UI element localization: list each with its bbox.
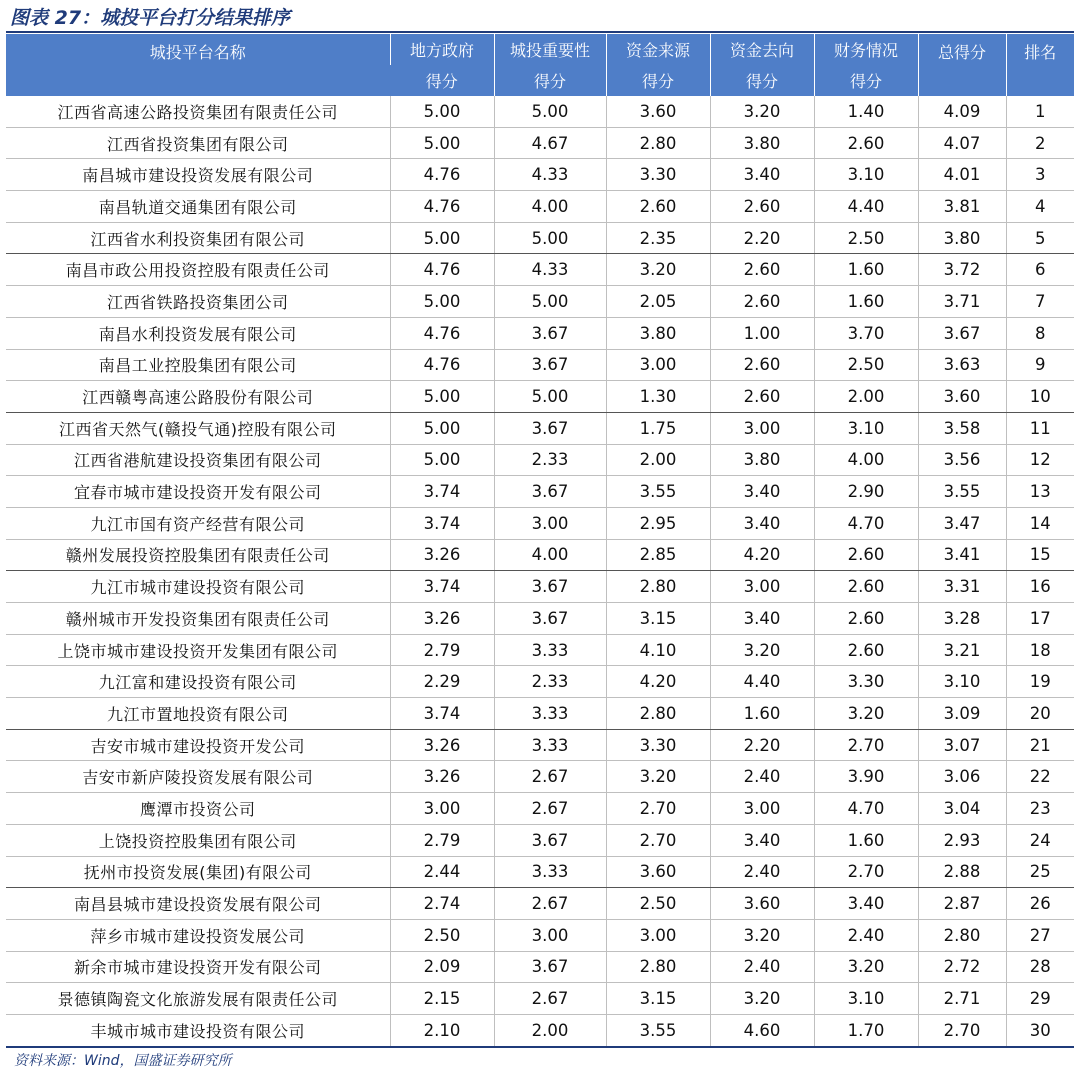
cell-total-score: 3.72: [918, 254, 1006, 286]
cell-fund-use-score: 2.60: [710, 191, 814, 223]
cell-name: 宜春市城市建设投资开发有限公司: [6, 476, 390, 508]
cell-rank: 21: [1006, 729, 1074, 761]
table-row: [6, 603, 1074, 635]
table-row: [6, 793, 1074, 825]
cell-fund-source-score: 1.30: [606, 381, 710, 413]
ranking-table: [6, 34, 1074, 1048]
cell-total-score: 2.71: [918, 983, 1006, 1015]
table-body: [6, 96, 1074, 1047]
cell-fund-source-score: 2.80: [606, 571, 710, 603]
cell-fund-use-score: 3.40: [710, 824, 814, 856]
cell-importance-score: 3.67: [494, 824, 606, 856]
cell-name: 吉安市新庐陵投资发展有限公司: [6, 761, 390, 793]
cell-importance-score: 3.67: [494, 571, 606, 603]
cell-name: 吉安市城市建设投资开发公司: [6, 729, 390, 761]
cell-rank: 25: [1006, 856, 1074, 888]
cell-name: 江西省水利投资集团有限公司: [6, 222, 390, 254]
cell-importance-score: 2.33: [494, 444, 606, 476]
cell-gov-score: 5.00: [390, 412, 494, 444]
cell-fund-source-score: 3.55: [606, 476, 710, 508]
cell-financial-score: 3.20: [814, 698, 918, 730]
table-row: [6, 286, 1074, 318]
cell-gov-score: 2.44: [390, 856, 494, 888]
header-row-1: [6, 34, 1074, 65]
cell-fund-use-score: 3.40: [710, 476, 814, 508]
cell-total-score: 3.10: [918, 666, 1006, 698]
cell-fund-use-score: 4.60: [710, 1014, 814, 1046]
cell-total-score: 3.04: [918, 793, 1006, 825]
header-name[interactable]: 城投平台名称: [6, 34, 390, 96]
table-row: [6, 191, 1074, 223]
table-row: [6, 571, 1074, 603]
cell-fund-source-score: 3.00: [606, 919, 710, 951]
table-row: [6, 666, 1074, 698]
header-total[interactable]: 总得分: [918, 34, 1006, 96]
cell-rank: 6: [1006, 254, 1074, 286]
cell-financial-score: 3.40: [814, 888, 918, 920]
cell-financial-score: 1.60: [814, 286, 918, 318]
cell-name: 九江市城市建设投资有限公司: [6, 571, 390, 603]
cell-importance-score: 2.33: [494, 666, 606, 698]
cell-importance-score: 2.67: [494, 793, 606, 825]
cell-fund-use-score: 3.00: [710, 571, 814, 603]
cell-financial-score: 2.60: [814, 603, 918, 635]
cell-fund-source-score: 3.00: [606, 349, 710, 381]
cell-gov-score: 5.00: [390, 222, 494, 254]
cell-importance-score: 2.00: [494, 1014, 606, 1046]
cell-importance-score: 3.67: [494, 349, 606, 381]
cell-rank: 19: [1006, 666, 1074, 698]
cell-rank: 29: [1006, 983, 1074, 1015]
cell-fund-source-score: 3.30: [606, 729, 710, 761]
cell-financial-score: 2.70: [814, 856, 918, 888]
cell-rank: 9: [1006, 349, 1074, 381]
cell-fund-source-score: 2.60: [606, 191, 710, 223]
cell-name: 江西省港航建设投资集团有限公司: [6, 444, 390, 476]
cell-gov-score: 3.74: [390, 476, 494, 508]
cell-rank: 30: [1006, 1014, 1074, 1046]
table-header: [6, 34, 1074, 96]
cell-gov-score: 4.76: [390, 191, 494, 223]
cell-rank: 17: [1006, 603, 1074, 635]
cell-financial-score: 4.40: [814, 191, 918, 223]
header-fund-source-line2: 得分: [606, 65, 710, 96]
cell-importance-score: 5.00: [494, 96, 606, 127]
header-fund-use-line2: 得分: [710, 65, 814, 96]
table-row: [6, 96, 1074, 127]
cell-importance-score: 4.33: [494, 159, 606, 191]
cell-total-score: 2.88: [918, 856, 1006, 888]
cell-name: 抚州市投资发展(集团)有限公司: [6, 856, 390, 888]
cell-total-score: 3.31: [918, 571, 1006, 603]
cell-importance-score: 3.00: [494, 507, 606, 539]
table-row: [6, 951, 1074, 983]
cell-rank: 22: [1006, 761, 1074, 793]
header-importance-line1[interactable]: 城投重要性: [494, 34, 606, 65]
cell-financial-score: 3.10: [814, 159, 918, 191]
cell-importance-score: 3.33: [494, 856, 606, 888]
header-fund-use-line1[interactable]: 资金去向: [710, 34, 814, 65]
cell-gov-score: 2.74: [390, 888, 494, 920]
cell-fund-source-score: 3.15: [606, 603, 710, 635]
cell-rank: 27: [1006, 919, 1074, 951]
cell-financial-score: 2.70: [814, 729, 918, 761]
cell-rank: 8: [1006, 317, 1074, 349]
cell-fund-use-score: 3.20: [710, 96, 814, 127]
table-row: [6, 317, 1074, 349]
cell-financial-score: 2.50: [814, 222, 918, 254]
cell-fund-source-score: 2.95: [606, 507, 710, 539]
cell-gov-score: 3.26: [390, 761, 494, 793]
table-row: [6, 159, 1074, 191]
table-row: [6, 824, 1074, 856]
cell-fund-source-score: 3.15: [606, 983, 710, 1015]
table-row: [6, 444, 1074, 476]
cell-rank: 10: [1006, 381, 1074, 413]
cell-fund-use-score: 2.40: [710, 856, 814, 888]
cell-importance-score: 3.33: [494, 634, 606, 666]
cell-fund-use-score: 1.00: [710, 317, 814, 349]
table-row: [6, 698, 1074, 730]
cell-total-score: 3.06: [918, 761, 1006, 793]
cell-financial-score: 3.10: [814, 412, 918, 444]
cell-rank: 12: [1006, 444, 1074, 476]
table-row: [6, 761, 1074, 793]
cell-name: 丰城市城市建设投资有限公司: [6, 1014, 390, 1046]
cell-gov-score: 4.76: [390, 317, 494, 349]
cell-financial-score: 2.50: [814, 349, 918, 381]
cell-rank: 3: [1006, 159, 1074, 191]
cell-total-score: 2.70: [918, 1014, 1006, 1046]
cell-rank: 18: [1006, 634, 1074, 666]
cell-name: 九江市置地投资有限公司: [6, 698, 390, 730]
cell-rank: 15: [1006, 539, 1074, 571]
cell-financial-score: 4.00: [814, 444, 918, 476]
cell-gov-score: 5.00: [390, 381, 494, 413]
cell-importance-score: 5.00: [494, 222, 606, 254]
cell-total-score: 3.47: [918, 507, 1006, 539]
cell-gov-score: 2.10: [390, 1014, 494, 1046]
cell-financial-score: 2.90: [814, 476, 918, 508]
cell-fund-use-score: 2.20: [710, 729, 814, 761]
cell-financial-score: 3.20: [814, 951, 918, 983]
cell-name: 赣州发展投资控股集团有限责任公司: [6, 539, 390, 571]
cell-importance-score: 3.33: [494, 698, 606, 730]
cell-importance-score: 4.33: [494, 254, 606, 286]
cell-name: 上饶投资控股集团有限公司: [6, 824, 390, 856]
cell-name: 江西省天然气(赣投气通)控股有限公司: [6, 412, 390, 444]
cell-total-score: 2.87: [918, 888, 1006, 920]
cell-fund-use-score: 3.80: [710, 444, 814, 476]
table-row: [6, 919, 1074, 951]
cell-rank: 28: [1006, 951, 1074, 983]
cell-fund-source-score: 3.20: [606, 254, 710, 286]
cell-importance-score: 3.33: [494, 729, 606, 761]
cell-fund-use-score: 3.60: [710, 888, 814, 920]
cell-financial-score: 3.30: [814, 666, 918, 698]
cell-importance-score: 3.00: [494, 919, 606, 951]
cell-financial-score: 1.70: [814, 1014, 918, 1046]
cell-fund-use-score: 2.60: [710, 254, 814, 286]
cell-fund-source-score: 2.80: [606, 951, 710, 983]
cell-fund-source-score: 4.20: [606, 666, 710, 698]
cell-rank: 5: [1006, 222, 1074, 254]
cell-financial-score: 1.60: [814, 824, 918, 856]
cell-fund-source-score: 2.70: [606, 824, 710, 856]
cell-fund-source-score: 2.35: [606, 222, 710, 254]
table-row: [6, 539, 1074, 571]
cell-importance-score: 3.67: [494, 951, 606, 983]
cell-name: 九江富和建设投资有限公司: [6, 666, 390, 698]
cell-fund-use-score: 3.40: [710, 159, 814, 191]
cell-fund-use-score: 2.20: [710, 222, 814, 254]
cell-financial-score: 2.40: [814, 919, 918, 951]
cell-total-score: 3.41: [918, 539, 1006, 571]
cell-name: 南昌县城市建设投资发展有限公司: [6, 888, 390, 920]
cell-total-score: 4.09: [918, 96, 1006, 127]
cell-fund-source-score: 3.80: [606, 317, 710, 349]
table-row: [6, 412, 1074, 444]
cell-financial-score: 3.90: [814, 761, 918, 793]
cell-total-score: 3.81: [918, 191, 1006, 223]
cell-gov-score: 2.79: [390, 824, 494, 856]
cell-fund-source-score: 3.20: [606, 761, 710, 793]
cell-rank: 11: [1006, 412, 1074, 444]
cell-rank: 23: [1006, 793, 1074, 825]
cell-rank: 2: [1006, 127, 1074, 159]
cell-fund-source-score: 3.30: [606, 159, 710, 191]
header-financial-line2: 得分: [814, 65, 918, 96]
cell-gov-score: 3.26: [390, 729, 494, 761]
cell-gov-score: 4.76: [390, 159, 494, 191]
cell-fund-use-score: 3.20: [710, 634, 814, 666]
cell-importance-score: 5.00: [494, 381, 606, 413]
cell-fund-use-score: 2.60: [710, 286, 814, 318]
header-fund-source-line1[interactable]: 资金来源: [606, 34, 710, 65]
cell-name: 江西省铁路投资集团公司: [6, 286, 390, 318]
cell-financial-score: 2.00: [814, 381, 918, 413]
cell-fund-source-score: 2.00: [606, 444, 710, 476]
cell-total-score: 2.93: [918, 824, 1006, 856]
cell-name: 新余市城市建设投资开发有限公司: [6, 951, 390, 983]
cell-importance-score: 2.67: [494, 983, 606, 1015]
cell-fund-source-score: 2.80: [606, 127, 710, 159]
cell-total-score: 3.71: [918, 286, 1006, 318]
cell-fund-use-score: 3.80: [710, 127, 814, 159]
cell-total-score: 3.55: [918, 476, 1006, 508]
cell-total-score: 3.80: [918, 222, 1006, 254]
cell-financial-score: 1.40: [814, 96, 918, 127]
cell-financial-score: 4.70: [814, 793, 918, 825]
header-gov-line2: 得分: [390, 65, 494, 96]
cell-gov-score: 3.74: [390, 507, 494, 539]
cell-financial-score: 2.60: [814, 571, 918, 603]
cell-gov-score: 3.00: [390, 793, 494, 825]
header-financial-line1[interactable]: 财务情况: [814, 34, 918, 65]
cell-fund-source-score: 3.60: [606, 856, 710, 888]
cell-total-score: 3.28: [918, 603, 1006, 635]
table-row: [6, 983, 1074, 1015]
cell-gov-score: 3.26: [390, 603, 494, 635]
cell-fund-use-score: 2.40: [710, 761, 814, 793]
figure-caption: 图表 27：城投平台打分结果排序: [10, 7, 291, 29]
cell-fund-use-score: 3.20: [710, 919, 814, 951]
table-row: [6, 729, 1074, 761]
cell-name: 上饶市城市建设投资开发集团有限公司: [6, 634, 390, 666]
cell-fund-use-score: 4.40: [710, 666, 814, 698]
cell-importance-score: 2.67: [494, 761, 606, 793]
table-row: [6, 634, 1074, 666]
cell-name: 鹰潭市投资公司: [6, 793, 390, 825]
cell-importance-score: 5.00: [494, 286, 606, 318]
cell-fund-source-score: 3.55: [606, 1014, 710, 1046]
cell-gov-score: 2.50: [390, 919, 494, 951]
cell-fund-source-score: 2.80: [606, 698, 710, 730]
cell-gov-score: 4.76: [390, 254, 494, 286]
table-row: [6, 1014, 1074, 1046]
cell-total-score: 3.09: [918, 698, 1006, 730]
cell-importance-score: 3.67: [494, 317, 606, 349]
cell-name: 南昌工业控股集团有限公司: [6, 349, 390, 381]
cell-financial-score: 2.60: [814, 127, 918, 159]
cell-gov-score: 2.15: [390, 983, 494, 1015]
cell-total-score: 2.80: [918, 919, 1006, 951]
cell-financial-score: 3.10: [814, 983, 918, 1015]
cell-importance-score: 4.67: [494, 127, 606, 159]
table-row: [6, 127, 1074, 159]
cell-fund-use-score: 2.40: [710, 951, 814, 983]
cell-rank: 20: [1006, 698, 1074, 730]
cell-financial-score: 1.60: [814, 254, 918, 286]
cell-fund-use-score: 4.20: [710, 539, 814, 571]
cell-gov-score: 5.00: [390, 444, 494, 476]
cell-fund-use-score: 1.60: [710, 698, 814, 730]
cell-total-score: 3.21: [918, 634, 1006, 666]
cell-rank: 1: [1006, 96, 1074, 127]
cell-total-score: 3.58: [918, 412, 1006, 444]
cell-gov-score: 4.76: [390, 349, 494, 381]
cell-fund-source-score: 2.05: [606, 286, 710, 318]
cell-gov-score: 5.00: [390, 96, 494, 127]
table-row: [6, 349, 1074, 381]
cell-fund-use-score: 2.60: [710, 381, 814, 413]
cell-rank: 7: [1006, 286, 1074, 318]
table-row: [6, 507, 1074, 539]
cell-total-score: 4.01: [918, 159, 1006, 191]
cell-rank: 16: [1006, 571, 1074, 603]
cell-fund-source-score: 1.75: [606, 412, 710, 444]
cell-financial-score: 4.70: [814, 507, 918, 539]
header-rank[interactable]: 排名: [1006, 34, 1074, 96]
table-row: [6, 222, 1074, 254]
cell-name: 南昌水利投资发展有限公司: [6, 317, 390, 349]
table-row: [6, 254, 1074, 286]
cell-financial-score: 2.60: [814, 634, 918, 666]
cell-fund-use-score: 3.40: [710, 507, 814, 539]
cell-fund-source-score: 4.10: [606, 634, 710, 666]
cell-fund-use-score: 3.40: [710, 603, 814, 635]
cell-name: 江西赣粤高速公路股份有限公司: [6, 381, 390, 413]
cell-importance-score: 3.67: [494, 412, 606, 444]
cell-total-score: 3.63: [918, 349, 1006, 381]
cell-total-score: 3.67: [918, 317, 1006, 349]
cell-fund-source-score: 2.85: [606, 539, 710, 571]
header-importance-line2: 得分: [494, 65, 606, 96]
cell-name: 南昌城市建设投资发展有限公司: [6, 159, 390, 191]
header-gov-line1[interactable]: 地方政府: [390, 34, 494, 65]
cell-name: 萍乡市城市建设投资发展公司: [6, 919, 390, 951]
cell-importance-score: 2.67: [494, 888, 606, 920]
cell-total-score: 3.60: [918, 381, 1006, 413]
cell-total-score: 4.07: [918, 127, 1006, 159]
cell-importance-score: 4.00: [494, 539, 606, 571]
cell-gov-score: 3.74: [390, 571, 494, 603]
cell-financial-score: 2.60: [814, 539, 918, 571]
table-row: [6, 888, 1074, 920]
cell-gov-score: 2.79: [390, 634, 494, 666]
cell-rank: 14: [1006, 507, 1074, 539]
cell-importance-score: 3.67: [494, 603, 606, 635]
cell-total-score: 3.07: [918, 729, 1006, 761]
cell-gov-score: 2.09: [390, 951, 494, 983]
cell-importance-score: 4.00: [494, 191, 606, 223]
cell-rank: 26: [1006, 888, 1074, 920]
cell-gov-score: 3.74: [390, 698, 494, 730]
cell-gov-score: 3.26: [390, 539, 494, 571]
cell-rank: 4: [1006, 191, 1074, 223]
caption-rule: [6, 31, 1074, 33]
cell-importance-score: 3.67: [494, 476, 606, 508]
cell-total-score: 3.56: [918, 444, 1006, 476]
cell-financial-score: 3.70: [814, 317, 918, 349]
cell-fund-source-score: 2.70: [606, 793, 710, 825]
cell-name: 江西省高速公路投资集团有限责任公司: [6, 96, 390, 127]
table-row: [6, 476, 1074, 508]
cell-fund-source-score: 2.50: [606, 888, 710, 920]
cell-name: 赣州城市开发投资集团有限责任公司: [6, 603, 390, 635]
cell-rank: 24: [1006, 824, 1074, 856]
cell-name: 九江市国有资产经营有限公司: [6, 507, 390, 539]
cell-fund-source-score: 3.60: [606, 96, 710, 127]
cell-gov-score: 2.29: [390, 666, 494, 698]
cell-fund-use-score: 3.00: [710, 793, 814, 825]
cell-fund-use-score: 3.00: [710, 412, 814, 444]
cell-fund-use-score: 3.20: [710, 983, 814, 1015]
cell-name: 南昌轨道交通集团有限公司: [6, 191, 390, 223]
cell-total-score: 2.72: [918, 951, 1006, 983]
source-note: 资料来源：Wind，国盛证券研究所: [14, 1053, 232, 1069]
table-row: [6, 856, 1074, 888]
cell-fund-use-score: 2.60: [710, 349, 814, 381]
table-row: [6, 381, 1074, 413]
cell-rank: 13: [1006, 476, 1074, 508]
cell-gov-score: 5.00: [390, 286, 494, 318]
cell-name: 景德镇陶瓷文化旅游发展有限责任公司: [6, 983, 390, 1015]
cell-name: 南昌市政公用投资控股有限责任公司: [6, 254, 390, 286]
cell-name: 江西省投资集团有限公司: [6, 127, 390, 159]
cell-gov-score: 5.00: [390, 127, 494, 159]
